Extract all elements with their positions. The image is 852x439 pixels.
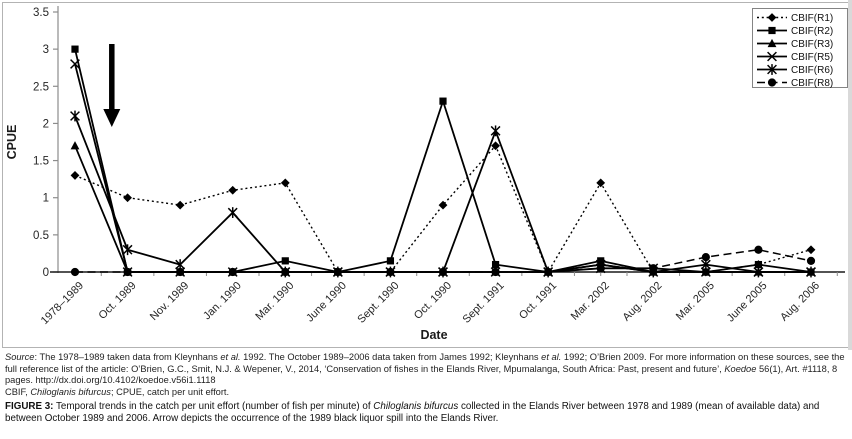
triangle-marker	[71, 141, 80, 149]
text-segment: CBIF,	[5, 386, 31, 397]
x-tick-label: June 2005	[724, 279, 770, 325]
caption-text	[5, 401, 846, 425]
circle-marker	[807, 257, 815, 265]
x-tick-label: Sept. 1990	[355, 279, 402, 326]
series-CBIF(R5)	[71, 60, 816, 277]
square-marker	[71, 46, 78, 53]
diamond-marker	[228, 186, 237, 195]
diamond-marker	[281, 178, 290, 187]
circle-marker	[649, 264, 657, 272]
text-segment: Source	[5, 352, 35, 362]
series-line	[75, 49, 811, 272]
x-tick-label: Mar. 2005	[673, 279, 717, 323]
y-axis-title: CPUE	[5, 124, 19, 160]
spill-arrow	[103, 44, 120, 127]
diamond-marker	[71, 171, 80, 180]
circle-marker	[176, 268, 184, 276]
square-marker	[492, 261, 499, 268]
series-CBIF(R6)	[71, 111, 816, 278]
text-segment: 1992; O’Brien 2009. For more information on these sources, see the full reference list of the article: O’Brien, G.C., Smit, N.J. & Wepener, V., 2014, ‘Conservation of fishes in the Elands River, Mpumalanga, South Africa: Past, present and future’,	[5, 352, 845, 374]
text-segment: Chiloglanis bifurcus	[373, 401, 459, 412]
circle-marker	[754, 246, 762, 254]
text-segment: ; CPUE, catch per unit effort.	[110, 386, 230, 397]
x-tick-label: Jan. 1990	[201, 279, 244, 323]
square-marker	[387, 257, 394, 264]
square-marker	[282, 257, 289, 264]
text-segment: Koedoe	[724, 363, 757, 374]
text-segment: 56(1), Art. #1118, 8 pages. http://dx.doi.org/10.4102/koedoe.v56i1.1118	[5, 363, 838, 386]
diamond-marker	[123, 193, 132, 202]
circle-marker	[702, 253, 710, 261]
circle-marker	[71, 268, 79, 276]
star-marker	[491, 125, 500, 136]
y-tick-label: 0	[42, 267, 49, 279]
diamond-marker	[176, 201, 185, 210]
circle-marker	[491, 268, 499, 276]
arrow-head-icon	[103, 109, 120, 127]
star-marker	[71, 111, 80, 122]
y-tick-label: 0.5	[33, 229, 49, 242]
y-tick-label: 3.5	[33, 7, 49, 19]
series-CBIF(R2)	[71, 46, 814, 276]
x-tick-label: Aug. 2002	[620, 279, 665, 324]
square-marker	[439, 98, 446, 105]
circle-marker	[544, 268, 552, 276]
text-segment: et al.	[541, 352, 562, 362]
source-note	[5, 352, 846, 398]
x-tick-label: Oct. 1989	[96, 279, 139, 322]
diamond-marker	[439, 201, 448, 210]
circle-marker	[229, 268, 237, 276]
y-tick-label: 2	[42, 118, 49, 131]
x-tick-label: June 1990	[304, 279, 349, 325]
text-segment: et al.	[220, 352, 241, 362]
legend-label: CBIF(R3)	[791, 39, 834, 50]
abbreviations-text	[5, 387, 846, 399]
y-tick-label: 2.5	[33, 81, 49, 94]
text-segment: 1992. The October 1989–2006 data taken from James 1992; Kleynhans	[240, 352, 542, 362]
legend	[753, 9, 848, 90]
x-tick-label: Mar. 2002	[568, 279, 612, 323]
x-tick-label: Sept. 1991	[460, 279, 507, 326]
series-line	[75, 116, 811, 272]
x-tick-label: Oct. 1990	[411, 279, 455, 322]
x-tick-label: Nov. 1989	[147, 279, 192, 324]
circle-marker	[123, 268, 131, 276]
text-segment: : The 1978–1989 taken data from Kleynhans	[34, 352, 221, 362]
x-tick-label: 1978–1989	[38, 279, 87, 328]
legend-label: CBIF(R1)	[791, 13, 834, 24]
x-tick-label: Aug. 2006	[778, 279, 823, 324]
axes	[5, 6, 845, 342]
y-tick-label: 3	[42, 44, 49, 57]
text-segment: Chiloglanis bifurcus	[30, 386, 111, 397]
circle-marker	[281, 268, 289, 276]
square-marker	[768, 27, 775, 34]
circle-marker	[439, 268, 447, 276]
source-text	[5, 352, 846, 387]
star-marker	[228, 207, 237, 218]
y-tick-label: 1.5	[33, 155, 49, 168]
diamond-marker	[596, 178, 605, 187]
text-segment: Temporal trends in the catch per unit effort (number of fish per minute) of	[53, 401, 374, 412]
circle-marker	[768, 78, 776, 86]
figure-caption	[5, 401, 846, 425]
legend-label: CBIF(R6)	[791, 65, 834, 76]
series-line	[75, 64, 811, 272]
circle-marker	[386, 268, 394, 276]
legend-label: CBIF(R2)	[791, 26, 834, 37]
legend-label: CBIF(R5)	[791, 52, 834, 63]
page-edge-strip	[848, 0, 852, 350]
text-segment: FIGURE 3:	[5, 401, 54, 412]
x-axis-title: Date	[420, 328, 448, 342]
x-tick-label: Oct. 1991	[517, 279, 560, 322]
text-segment: collected in the Elands River between 1978 and 1989 (mean of available data) and between October 1989 and 2006. Arrow depicts the occurrence of the 1989 black liquor spill into the Elands River.	[5, 401, 820, 424]
diamond-marker	[807, 245, 816, 254]
y-tick-label: 1	[42, 192, 49, 205]
legend-label: CBIF(R8)	[791, 78, 834, 89]
circle-marker	[334, 268, 342, 276]
circle-marker	[597, 264, 605, 272]
x-tick-label: Mar. 1990	[253, 279, 297, 323]
